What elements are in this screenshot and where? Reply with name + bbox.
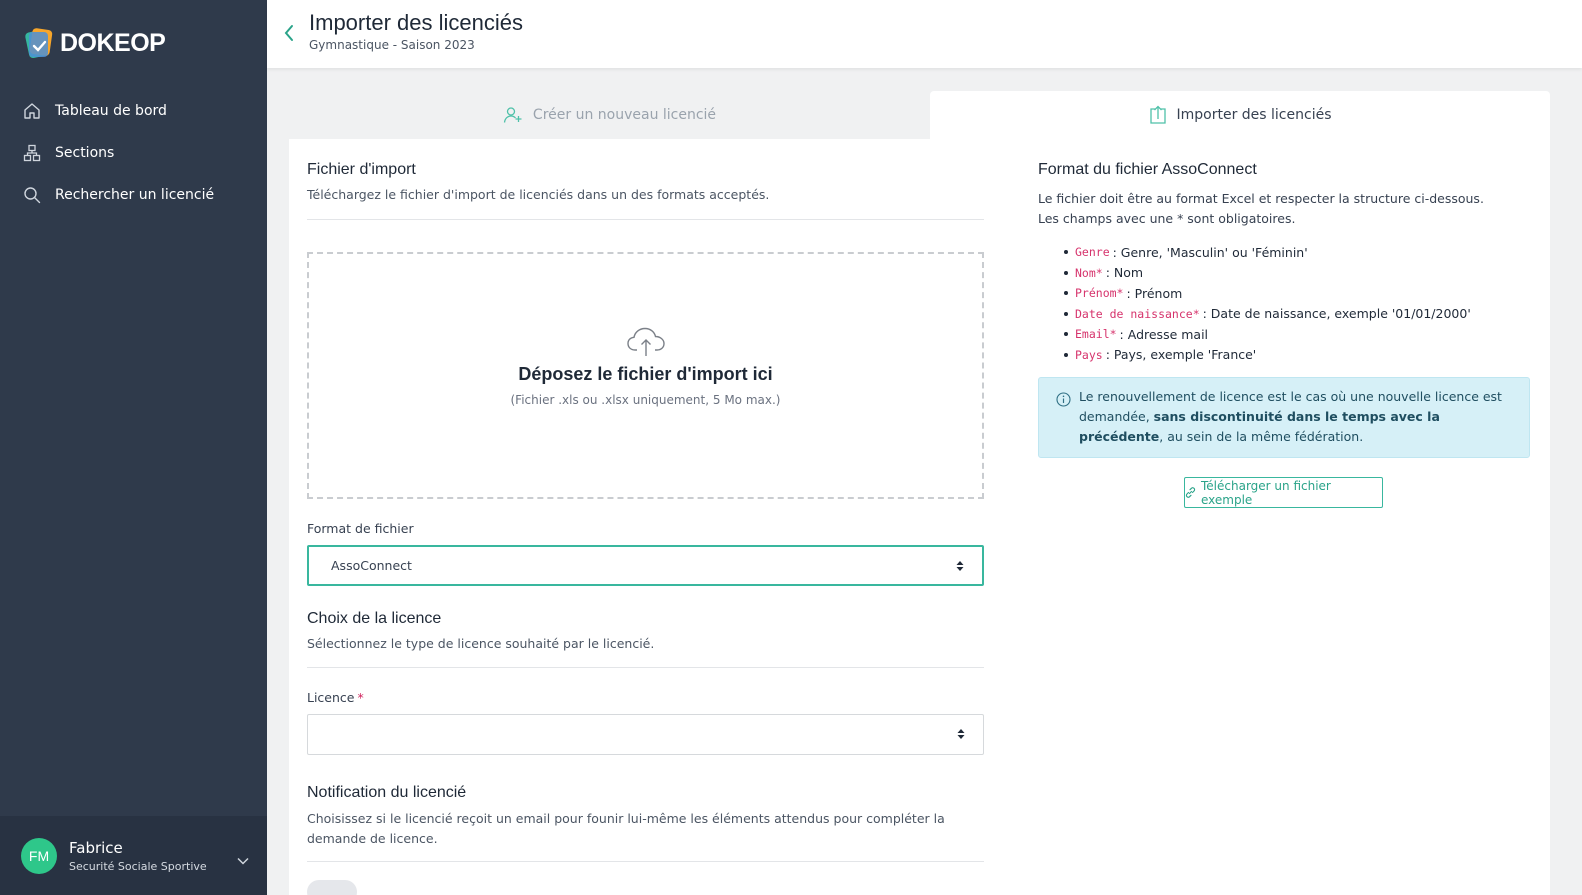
notification-toggle[interactable] — [307, 880, 357, 895]
link-icon — [1185, 487, 1196, 498]
divider — [307, 219, 984, 220]
file-dropzone[interactable] — [307, 252, 984, 499]
format-info-intro: Le fichier doit être au format Excel et respecter la structure ci-dessous. Les champs avec une * sont obligatoires. — [1038, 191, 1484, 226]
list-item — [1064, 283, 1471, 304]
licence-select[interactable] — [307, 714, 984, 755]
sidebar-item-label: Tableau de bord — [55, 103, 167, 119]
notification-title: Notification du licencié — [307, 784, 467, 801]
renewal-info-alert — [1038, 377, 1530, 458]
field-code: Date de naissance* — [1075, 306, 1200, 321]
dropzone-hint: (Fichier .xls ou .xlsx uniquement, 5 Mo max.) — [510, 393, 781, 407]
notice-bold-text: sans discontinuité dans le temps avec la précédente — [1079, 409, 1440, 444]
field-code: Nom* — [1075, 265, 1103, 280]
field-code: Prénom* — [1075, 286, 1124, 301]
home-icon — [22, 101, 42, 121]
page-header — [267, 0, 1582, 68]
brand-name: DOKEOP — [60, 28, 166, 57]
field-desc: : Date de naissance, exemple '01/01/2000' — [1202, 306, 1471, 322]
sidebar-item-search[interactable] — [0, 174, 267, 216]
field-code: Email* — [1075, 327, 1117, 342]
sort-caret-icon — [957, 727, 965, 744]
upload-file-icon — [1149, 105, 1167, 125]
user-name: Fabrice — [69, 838, 123, 857]
avatar: FM — [21, 838, 57, 874]
field-desc: : Adresse mail — [1119, 326, 1209, 342]
file-format-select[interactable] — [307, 545, 984, 586]
user-organization: Securité Sociale Sportive — [69, 859, 207, 873]
user-info — [69, 839, 207, 873]
add-user-icon — [503, 106, 523, 124]
info-icon — [1056, 392, 1071, 411]
format-label: Format de fichier — [307, 521, 414, 536]
list-item — [1064, 304, 1471, 325]
sidebar-item-label: Sections — [55, 145, 115, 161]
divider — [307, 861, 984, 862]
field-desc: : Genre, 'Masculin' ou 'Féminin' — [1112, 244, 1308, 260]
logo-mark-icon — [24, 26, 54, 60]
licence-label — [307, 690, 364, 705]
notice-text-end: , au sein de la même fédération. — [1159, 429, 1364, 444]
licence-label-text: Licence — [307, 690, 355, 705]
field-desc: : Pays, exemple 'France' — [1105, 347, 1257, 363]
licence-title: Choix de la licence — [307, 610, 442, 627]
divider — [307, 667, 984, 668]
import-panel — [289, 139, 1550, 895]
search-icon — [22, 185, 42, 205]
file-format-value: AssoConnect — [331, 558, 412, 573]
import-file-title: Fichier d'import — [307, 161, 416, 178]
field-desc: : Prénom — [1126, 285, 1183, 301]
back-arrow-icon[interactable] — [279, 22, 299, 44]
list-item — [1064, 345, 1471, 366]
list-item — [1064, 263, 1471, 284]
import-file-description: Téléchargez le fichier d'import de licenciés dans un des formats acceptés. — [307, 187, 770, 202]
field-code: Pays — [1075, 347, 1103, 362]
user-menu[interactable] — [0, 816, 267, 895]
sidebar-nav — [0, 90, 267, 216]
field-code: Genre — [1075, 245, 1110, 260]
page-subtitle: Gymnastique - Saison 2023 — [309, 38, 475, 52]
page-title: Importer des licenciés — [309, 10, 523, 35]
list-item — [1064, 242, 1471, 263]
dropzone-title: Déposez le fichier d'import ici — [518, 364, 773, 384]
sidebar-item-sections[interactable] — [0, 132, 267, 174]
chevron-down-icon[interactable] — [237, 850, 249, 869]
brand-logo[interactable] — [24, 26, 165, 60]
tab-label: Importer des licenciés — [1176, 107, 1332, 123]
sidebar-item-label: Rechercher un licencié — [55, 187, 215, 203]
format-fields-list — [1064, 242, 1471, 365]
renewal-info-text — [1079, 387, 1519, 447]
required-mark: * — [357, 690, 364, 705]
licence-description: Sélectionnez le type de licence souhaité par le licencié. — [307, 636, 655, 651]
download-example-button[interactable] — [1184, 477, 1383, 508]
format-info-title: Format du fichier AssoConnect — [1038, 161, 1257, 178]
download-example-label: Télécharger un fichier exemple — [1201, 478, 1331, 507]
notice-text: Le renouvellement de licence est le cas où une nouvelle licence est demandée, — [1079, 389, 1502, 424]
tab-import-licensees[interactable] — [930, 91, 1550, 139]
sidebar-item-dashboard[interactable] — [0, 90, 267, 132]
list-item — [1064, 324, 1471, 345]
cloud-upload-icon — [626, 326, 666, 362]
tab-label: Créer un nouveau licencié — [532, 107, 717, 123]
tab-create-licensee[interactable] — [289, 91, 930, 139]
sidebar — [0, 0, 267, 895]
notification-description: Choisissez si le licencié reçoit un email pour founir lui-même les éléments attendus pour compléter la demande de licence. — [307, 811, 945, 846]
sort-caret-icon — [956, 559, 964, 576]
sections-icon — [22, 143, 42, 163]
field-desc: : Nom — [1105, 265, 1144, 281]
